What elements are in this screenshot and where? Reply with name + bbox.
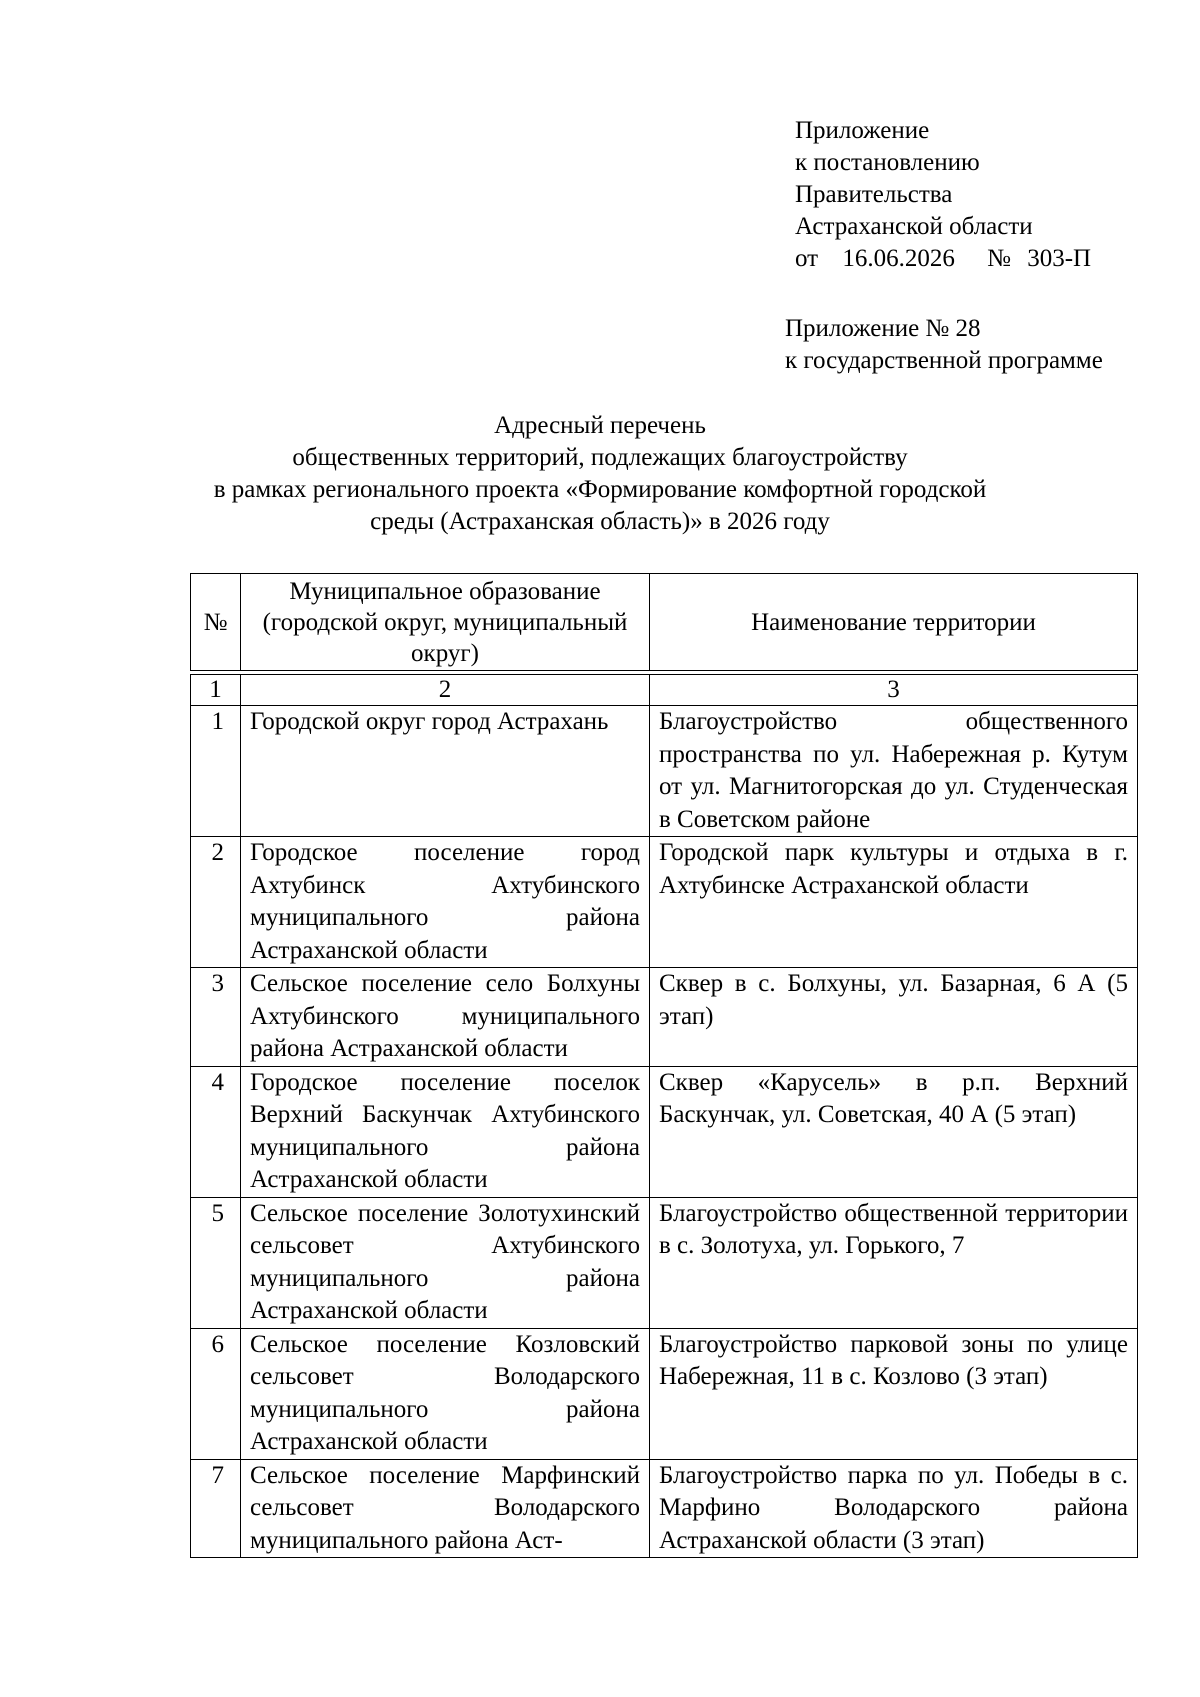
row-number: 7: [191, 1459, 241, 1558]
header-municipality: Муниципальное образование (городской округ, муниципальный округ): [241, 574, 650, 671]
number-sign: №: [987, 245, 1011, 272]
row-municipality: Сельское поселение Золотухинский сельсовет Ахтубинского муниципального района Астраханской области: [241, 1197, 650, 1328]
table-header-row: [191, 574, 1138, 671]
row-number: 4: [191, 1066, 241, 1197]
row-municipality: Городской округ город Астрахань: [241, 706, 650, 837]
title-line: среды (Астраханская область)» в 2026 году: [370, 508, 830, 535]
approval-date: 16.06.2026: [842, 245, 955, 272]
approval-line: Приложение: [795, 117, 930, 144]
row-territory: Сквер «Карусель» в р.п. Верхний Баскунчак, ул. Советская, 40 А (5 этап): [650, 1066, 1138, 1197]
table-row: [191, 1066, 1138, 1197]
approval-line: к постановлению: [795, 149, 980, 176]
approval-block: [795, 115, 1091, 275]
row-number: 6: [191, 1328, 241, 1459]
index-cell: 3: [650, 675, 1138, 706]
index-cell: 2: [241, 675, 650, 706]
approval-number: 303-П: [1027, 245, 1092, 272]
approval-date-line: [795, 243, 1091, 275]
document-title: [100, 410, 1100, 538]
table-row: [191, 1328, 1138, 1459]
row-municipality: Сельское поселение Козловский сельсовет Володарского муниципального района Астраханской области: [241, 1328, 650, 1459]
title-line: общественных территорий, подлежащих благоустройству: [292, 444, 908, 471]
row-municipality: Городское поселение город Ахтубинск Ахтубинского муниципального района Астраханской области: [241, 837, 650, 968]
approval-line: Астраханской области: [795, 213, 1033, 240]
row-number: 5: [191, 1197, 241, 1328]
row-territory: Благоустройство общественного пространства по ул. Набережная р. Кутум от ул. Магнитогорская до ул. Студенческая в Советском районе: [650, 706, 1138, 837]
table-row: [191, 706, 1138, 837]
attachment-block: [785, 313, 1103, 377]
header-number: №: [191, 574, 241, 671]
attachment-line1: Приложение № 28: [785, 315, 981, 342]
index-cell: 1: [191, 675, 241, 706]
row-territory: Благоустройство парковой зоны по улице Набережная, 11 в с. Козлово (3 этап): [650, 1328, 1138, 1459]
date-prefix: от: [795, 245, 819, 272]
row-territory: Благоустройство общественной территории в с. Золотуха, ул. Горького, 7: [650, 1197, 1138, 1328]
table-index-row: [191, 675, 1138, 706]
title-line: Адресный перечень: [494, 412, 706, 439]
table-row: [191, 1459, 1138, 1558]
row-number: 2: [191, 837, 241, 968]
row-municipality: Сельское поселение село Болхуны Ахтубинского муниципального района Астраханской области: [241, 968, 650, 1067]
table-row: [191, 837, 1138, 968]
row-number: 1: [191, 706, 241, 837]
header-territory: Наименование территории: [650, 574, 1138, 671]
row-territory: Сквер в с. Болхуны, ул. Базарная, 6 А (5 этап): [650, 968, 1138, 1067]
table-row: [191, 1197, 1138, 1328]
row-number: 3: [191, 968, 241, 1067]
row-municipality: Сельское поселение Марфинский сельсовет Володарского муниципального района Аст-: [241, 1459, 650, 1558]
title-line: в рамках регионального проекта «Формирование комфортной городской: [213, 476, 987, 503]
territories-table: [190, 573, 1138, 1558]
approval-line: Правительства: [795, 181, 953, 208]
attachment-line2: к государственной программе: [785, 347, 1103, 374]
table-row: [191, 968, 1138, 1067]
row-territory: Городской парк культуры и отдыха в г. Ахтубинске Астраханской области: [650, 837, 1138, 968]
row-territory: Благоустройство парка по ул. Победы в с. Марфино Володарского района Астраханской области (3 этап): [650, 1459, 1138, 1558]
row-municipality: Городское поселение поселок Верхний Баскунчак Ахтубинского муниципального района Астраханской области: [241, 1066, 650, 1197]
